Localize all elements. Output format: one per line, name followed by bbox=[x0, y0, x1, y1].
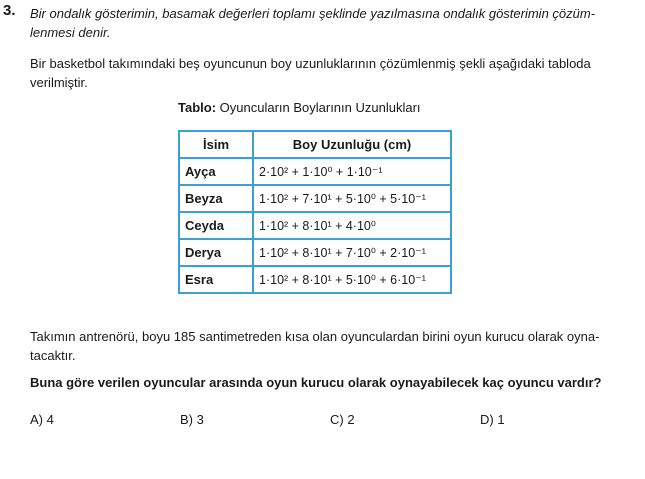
table-row bbox=[179, 158, 451, 185]
player-name: Ceyda bbox=[179, 212, 253, 239]
table-row bbox=[179, 185, 451, 212]
table-caption bbox=[178, 100, 421, 115]
intro-line-1: Bir ondalık gösterimin, basamak değerleri toplamı şeklinde yazılmasına ondalık gösterimin çözüm- bbox=[30, 6, 596, 21]
player-height-expansion: 1·10² + 8·10¹ + 5·10⁰ + 6·10⁻¹ bbox=[253, 266, 451, 293]
table-caption-title: Oyuncuların Boylarının Uzunlukları bbox=[216, 100, 421, 115]
option-c[interactable]: C) 2 bbox=[330, 412, 355, 427]
intro-text bbox=[30, 4, 615, 42]
header-height: Boy Uzunluğu (cm) bbox=[253, 131, 451, 158]
table-row bbox=[179, 212, 451, 239]
question-number: 3. bbox=[3, 2, 16, 19]
player-name: Derya bbox=[179, 239, 253, 266]
description-line-2: verilmiştir. bbox=[30, 75, 88, 90]
table-header-row bbox=[179, 131, 451, 158]
option-b[interactable]: B) 3 bbox=[180, 412, 204, 427]
player-height-expansion: 1·10² + 8·10¹ + 4·10⁰ bbox=[253, 212, 451, 239]
table-row bbox=[179, 266, 451, 293]
header-name: İsim bbox=[179, 131, 253, 158]
option-a[interactable]: A) 4 bbox=[30, 412, 54, 427]
player-name: Beyza bbox=[179, 185, 253, 212]
player-name: Ayça bbox=[179, 158, 253, 185]
table-caption-label: Tablo: bbox=[178, 100, 217, 115]
intro-line-2: lenmesi denir. bbox=[30, 25, 111, 40]
description-line-1: Bir basketbol takımındaki beş oyuncunun boy uzunluklarının çözümlenmiş şekli aşağıdaki tabloda bbox=[30, 56, 591, 71]
option-d[interactable]: D) 1 bbox=[480, 412, 505, 427]
table-row bbox=[179, 239, 451, 266]
player-height-expansion: 2·10² + 1·10⁰ + 1·10⁻¹ bbox=[253, 158, 451, 185]
player-name: Esra bbox=[179, 266, 253, 293]
coach-line-2: tacaktır. bbox=[30, 348, 76, 363]
coach-paragraph bbox=[30, 327, 620, 365]
player-heights-table bbox=[178, 130, 452, 294]
player-height-expansion: 1·10² + 7·10¹ + 5·10⁰ + 5·10⁻¹ bbox=[253, 185, 451, 212]
coach-line-1: Takımın antrenörü, boyu 185 santimetreden kısa olan oyunculardan birini oyun kurucu olarak oyna- bbox=[30, 329, 600, 344]
question-stem: Buna göre verilen oyuncular arasında oyun kurucu olarak oynayabilecek kaç oyuncu vardır? bbox=[30, 375, 602, 390]
description-paragraph bbox=[30, 54, 620, 92]
player-height-expansion: 1·10² + 8·10¹ + 7·10⁰ + 2·10⁻¹ bbox=[253, 239, 451, 266]
